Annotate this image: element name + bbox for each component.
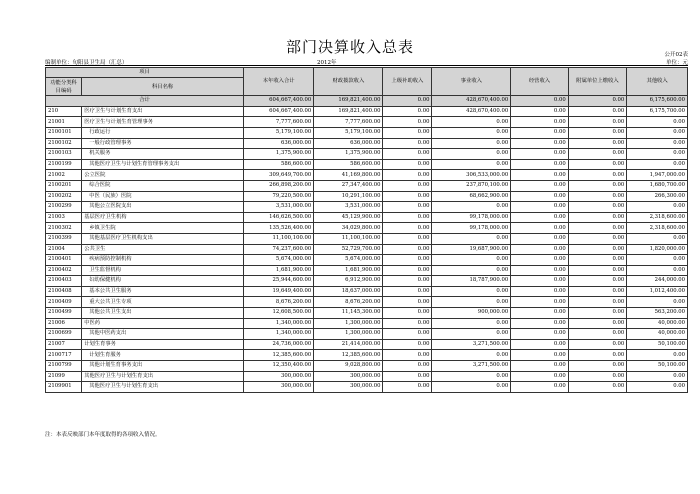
row-value: 0.00 (432, 382, 511, 393)
row-value: 0.00 (383, 117, 432, 128)
row-value: 0.00 (568, 255, 627, 266)
row-value: 5,179,100.00 (314, 127, 383, 138)
row-value: 0.00 (511, 339, 568, 350)
row-value: 0.00 (511, 127, 568, 138)
row-value: 0.00 (383, 202, 432, 213)
meta-divider (45, 65, 688, 66)
row-code: 2100101 (46, 127, 82, 138)
row-value: 300,000.00 (314, 382, 383, 393)
row-value: 0.00 (627, 233, 688, 244)
header-col-0: 本年收入合计 (244, 68, 314, 96)
row-value: 18,787,900.00 (432, 276, 511, 287)
row-value: 0.00 (383, 191, 432, 202)
row-name: 公立医院 (82, 170, 244, 181)
row-value: 21,414,000.00 (314, 339, 383, 350)
row-code: 21002 (46, 170, 82, 181)
row-value: 0.00 (627, 127, 688, 138)
row-value: 0.00 (511, 276, 568, 287)
row-value: 0.00 (432, 149, 511, 160)
total-row (46, 96, 688, 107)
row-name: 基层医疗卫生机构 (82, 212, 244, 223)
table-row (46, 265, 688, 276)
row-value: 6,912,900.00 (314, 276, 383, 287)
table-row (46, 212, 688, 223)
row-value: 0.00 (568, 223, 627, 234)
row-value: 50,100.00 (627, 361, 688, 372)
row-value: 428,670,400.00 (432, 106, 511, 117)
row-name: 公共卫生 (82, 244, 244, 255)
total-value: 604,667,400.00 (244, 96, 314, 107)
header-col-6: 其他收入 (627, 68, 688, 96)
row-value: 0.00 (511, 286, 568, 297)
row-value: 3,271,500.00 (432, 361, 511, 372)
row-value: 604,667,400.00 (244, 106, 314, 117)
row-value: 0.00 (383, 212, 432, 223)
row-code: 21007 (46, 339, 82, 350)
row-value: 0.00 (568, 170, 627, 181)
row-value: 0.00 (511, 202, 568, 213)
row-value: 0.00 (627, 350, 688, 361)
row-value: 0.00 (627, 265, 688, 276)
row-value: 0.00 (568, 265, 627, 276)
row-value: 0.00 (627, 297, 688, 308)
row-name: 妇幼保健机构 (82, 276, 244, 287)
row-value: 0.00 (432, 202, 511, 213)
row-value: 0.00 (568, 339, 627, 350)
row-value: 1,820,000.00 (627, 244, 688, 255)
row-value: 0.00 (627, 255, 688, 266)
row-value: 900,000.00 (432, 308, 511, 319)
revenue-table (45, 67, 688, 393)
total-label: 合计 (46, 96, 244, 107)
row-value: 0.00 (568, 202, 627, 213)
row-code: 21004 (46, 244, 82, 255)
row-value: 24,736,000.00 (244, 339, 314, 350)
row-value: 1,375,900.00 (244, 149, 314, 160)
row-code: 21001 (46, 117, 82, 128)
row-value: 11,100,100.00 (244, 233, 314, 244)
table-row (46, 180, 688, 191)
row-value: 0.00 (383, 106, 432, 117)
table-row (46, 371, 688, 382)
row-value: 0.00 (511, 149, 568, 160)
row-value: 636,000.00 (314, 138, 383, 149)
row-value: 135,526,400.00 (244, 223, 314, 234)
row-value: 3,271,500.00 (432, 339, 511, 350)
row-value: 0.00 (432, 233, 511, 244)
row-value: 237,870,100.00 (432, 180, 511, 191)
table-row (46, 138, 688, 149)
row-value: 5,674,000.00 (244, 255, 314, 266)
row-value: 0.00 (432, 318, 511, 329)
row-value: 0.00 (627, 371, 688, 382)
row-value: 0.00 (432, 117, 511, 128)
row-value: 3,531,000.00 (314, 202, 383, 213)
row-value: 25,944,600.00 (244, 276, 314, 287)
row-value: 1,681,900.00 (244, 265, 314, 276)
row-name: 医疗卫生与计划生育支出 (82, 106, 244, 117)
row-value: 0.00 (511, 180, 568, 191)
row-name: 综合医院 (82, 180, 244, 191)
row-code: 2100408 (46, 286, 82, 297)
row-value: 0.00 (568, 318, 627, 329)
row-value: 1,947,000.00 (627, 170, 688, 181)
row-value: 7,777,600.00 (244, 117, 314, 128)
row-value: 19,649,400.00 (244, 286, 314, 297)
row-value: 0.00 (432, 159, 511, 170)
row-value: 74,237,600.00 (244, 244, 314, 255)
row-name: 机关服务 (82, 149, 244, 160)
row-value: 9,028,800.00 (314, 361, 383, 372)
footnote: 注：本表反映部门本年度取得的各项收入情况。 (45, 432, 161, 438)
row-code: 2100717 (46, 350, 82, 361)
table-row (46, 297, 688, 308)
row-value: 0.00 (568, 180, 627, 191)
row-name: 疾病预防控制机构 (82, 255, 244, 266)
row-value: 0.00 (511, 371, 568, 382)
row-code: 210 (46, 106, 82, 117)
row-value: 0.00 (383, 308, 432, 319)
row-name: 中医（民族）医院 (82, 191, 244, 202)
row-value: 45,129,900.00 (314, 212, 383, 223)
row-code: 21099 (46, 371, 82, 382)
table-row (46, 350, 688, 361)
row-name: 其他医疗卫生与计划生育管理事务支出 (82, 159, 244, 170)
row-name: 重大公共卫生专项 (82, 297, 244, 308)
row-value: 0.00 (511, 382, 568, 393)
row-value: 0.00 (432, 297, 511, 308)
row-code: 2100202 (46, 191, 82, 202)
row-value: 586,600.00 (244, 159, 314, 170)
row-value: 300,000.00 (244, 382, 314, 393)
row-value: 0.00 (432, 138, 511, 149)
row-value: 99,178,000.00 (432, 223, 511, 234)
table-row (46, 339, 688, 350)
row-name: 其他计划生育事务支出 (82, 361, 244, 372)
row-value: 0.00 (511, 223, 568, 234)
row-value: 0.00 (627, 117, 688, 128)
row-value: 7,777,600.00 (314, 117, 383, 128)
row-name: 其他公共卫生支出 (82, 308, 244, 319)
row-value: 169,821,400.00 (314, 106, 383, 117)
row-code: 2100499 (46, 308, 82, 319)
row-value: 306,533,000.00 (432, 170, 511, 181)
row-value: 0.00 (627, 202, 688, 213)
row-value: 1,012,400.00 (627, 286, 688, 297)
row-value: 6,175,700.00 (627, 106, 688, 117)
row-value: 0.00 (432, 329, 511, 340)
row-value: 5,179,100.00 (244, 127, 314, 138)
row-value: 0.00 (383, 233, 432, 244)
row-value: 563,200.00 (627, 308, 688, 319)
row-value: 0.00 (383, 127, 432, 138)
table-row (46, 233, 688, 244)
table-row (46, 106, 688, 117)
row-value: 0.00 (568, 361, 627, 372)
header-col-4: 经营收入 (511, 68, 568, 96)
row-value: 0.00 (511, 106, 568, 117)
row-value: 0.00 (383, 361, 432, 372)
row-value: 300,000.00 (244, 371, 314, 382)
org-label: 编制单位：旬阳县卫生局（汇总） (45, 60, 128, 66)
table-row (46, 361, 688, 372)
row-value: 0.00 (568, 297, 627, 308)
row-code: 2100409 (46, 297, 82, 308)
row-value: 0.00 (568, 286, 627, 297)
row-value: 0.00 (432, 127, 511, 138)
table-row (46, 117, 688, 128)
row-value: 0.00 (383, 297, 432, 308)
row-value: 586,600.00 (314, 159, 383, 170)
row-value: 0.00 (568, 212, 627, 223)
row-value: 99,178,000.00 (432, 212, 511, 223)
row-value: 2,318,600.00 (627, 212, 688, 223)
row-value: 11,145,300.00 (314, 308, 383, 319)
row-value: 266,898,200.00 (244, 180, 314, 191)
row-value: 0.00 (383, 265, 432, 276)
row-value: 244,000.00 (627, 276, 688, 287)
row-name: 行政运行 (82, 127, 244, 138)
row-value: 0.00 (511, 170, 568, 181)
row-value: 12,385,600.00 (244, 350, 314, 361)
row-value: 1,681,900.00 (314, 265, 383, 276)
row-value: 0.00 (568, 350, 627, 361)
header-project: 项目 (46, 68, 244, 78)
total-value: 6,175,600.00 (627, 96, 688, 107)
row-value: 8,676,200.00 (244, 297, 314, 308)
table-row (46, 170, 688, 181)
row-value: 0.00 (568, 127, 627, 138)
row-code: 2100102 (46, 138, 82, 149)
row-value: 0.00 (511, 117, 568, 128)
row-value: 5,674,000.00 (314, 255, 383, 266)
row-value: 0.00 (568, 276, 627, 287)
row-value: 0.00 (568, 371, 627, 382)
row-value: 0.00 (568, 233, 627, 244)
row-value: 636,000.00 (244, 138, 314, 149)
row-value: 0.00 (383, 255, 432, 266)
row-code: 21006 (46, 318, 82, 329)
row-name: 卫生监督机构 (82, 265, 244, 276)
row-name: 其他公立医院支出 (82, 202, 244, 213)
row-value: 0.00 (511, 350, 568, 361)
row-name: 其他基层医疗卫生机构支出 (82, 233, 244, 244)
row-value: 0.00 (432, 350, 511, 361)
row-value: 0.00 (568, 191, 627, 202)
table-row (46, 286, 688, 297)
row-value: 1,680,700.00 (627, 180, 688, 191)
row-value: 0.00 (511, 138, 568, 149)
total-value: 0.00 (383, 96, 432, 107)
row-value: 0.00 (511, 244, 568, 255)
row-value: 0.00 (383, 180, 432, 191)
row-value: 1,300,000.00 (314, 318, 383, 329)
row-value: 0.00 (627, 382, 688, 393)
row-value: 0.00 (511, 329, 568, 340)
row-value: 0.00 (432, 265, 511, 276)
header-col-1: 财政拨款收入 (314, 68, 383, 96)
row-value: 0.00 (568, 159, 627, 170)
row-name: 中医药 (82, 318, 244, 329)
row-code: 2100103 (46, 149, 82, 160)
table-row (46, 159, 688, 170)
header-col-5: 附属单位上缴收入 (568, 68, 627, 96)
row-name: 医疗卫生与计划生育管理事务 (82, 117, 244, 128)
row-value: 79,220,500.00 (244, 191, 314, 202)
row-value: 1,375,900.00 (314, 149, 383, 160)
row-value: 40,000.00 (627, 318, 688, 329)
table-body (46, 96, 688, 393)
total-value: 428,670,400.00 (432, 96, 511, 107)
row-code: 2109901 (46, 382, 82, 393)
row-value: 0.00 (627, 149, 688, 160)
row-value: 0.00 (383, 350, 432, 361)
table-row (46, 276, 688, 287)
row-value: 41,169,800.00 (314, 170, 383, 181)
row-value: 0.00 (568, 106, 627, 117)
total-value: 0.00 (511, 96, 568, 107)
row-value: 0.00 (383, 223, 432, 234)
row-name: 乡镇卫生院 (82, 223, 244, 234)
page-title: 部门决算收入总表 (285, 38, 414, 56)
table-row (46, 382, 688, 393)
row-code: 2100403 (46, 276, 82, 287)
row-name: 其他中医药支出 (82, 329, 244, 340)
row-code: 2100299 (46, 202, 82, 213)
row-code: 2100799 (46, 361, 82, 372)
row-value: 8,676,200.00 (314, 297, 383, 308)
row-value: 0.00 (432, 255, 511, 266)
row-value: 0.00 (383, 382, 432, 393)
form-number: 公开02表 (664, 52, 688, 58)
table-row (46, 318, 688, 329)
row-value: 1,300,000.00 (314, 329, 383, 340)
row-value: 1,340,000.00 (244, 318, 314, 329)
row-code: 2100402 (46, 265, 82, 276)
row-value: 12,350,400.00 (244, 361, 314, 372)
table-row (46, 149, 688, 160)
row-value: 0.00 (511, 265, 568, 276)
row-name: 基本公共卫生服务 (82, 286, 244, 297)
row-value: 300,000.00 (314, 371, 383, 382)
row-value: 0.00 (511, 361, 568, 372)
row-value: 0.00 (627, 138, 688, 149)
row-value: 27,347,400.00 (314, 180, 383, 191)
table-row (46, 223, 688, 234)
row-value: 34,029,800.00 (314, 223, 383, 234)
row-value: 0.00 (383, 318, 432, 329)
row-code: 2100199 (46, 159, 82, 170)
row-value: 0.00 (511, 212, 568, 223)
row-value: 309,649,700.00 (244, 170, 314, 181)
row-name: 一般行政管理事务 (82, 138, 244, 149)
row-value: 0.00 (511, 233, 568, 244)
header-code: 功能分类科目编码 (46, 78, 82, 96)
row-code: 2100401 (46, 255, 82, 266)
row-value: 0.00 (383, 244, 432, 255)
row-name: 其他医疗卫生与计划生育支出 (82, 382, 244, 393)
table-row (46, 329, 688, 340)
row-name: 其他医疗卫生与计划生育支出 (82, 371, 244, 382)
row-value: 0.00 (383, 138, 432, 149)
row-value: 12,385,600.00 (314, 350, 383, 361)
row-value: 0.00 (568, 329, 627, 340)
row-name: 计划生育服务 (82, 350, 244, 361)
row-code: 2100399 (46, 233, 82, 244)
table-row (46, 244, 688, 255)
row-value: 68,662,900.00 (432, 191, 511, 202)
row-code: 2100201 (46, 180, 82, 191)
row-value: 12,608,500.00 (244, 308, 314, 319)
row-value: 0.00 (511, 159, 568, 170)
row-value: 50,100.00 (627, 339, 688, 350)
row-name: 计划生育事务 (82, 339, 244, 350)
row-value: 19,687,900.00 (432, 244, 511, 255)
row-value: 0.00 (568, 382, 627, 393)
table-row (46, 308, 688, 319)
row-value: 2,318,600.00 (627, 223, 688, 234)
row-value: 11,100,100.00 (314, 233, 383, 244)
row-value: 0.00 (383, 329, 432, 340)
row-value: 0.00 (383, 371, 432, 382)
row-value: 0.00 (383, 339, 432, 350)
row-value: 0.00 (383, 276, 432, 287)
row-value: 0.00 (383, 159, 432, 170)
row-value: 0.00 (568, 308, 627, 319)
row-value: 3,531,000.00 (244, 202, 314, 213)
row-value: 52,729,700.00 (314, 244, 383, 255)
table-row (46, 127, 688, 138)
header-col-2: 上级补助收入 (383, 68, 432, 96)
row-code: 21003 (46, 212, 82, 223)
row-value: 0.00 (568, 138, 627, 149)
row-value: 0.00 (383, 149, 432, 160)
row-code: 2100699 (46, 329, 82, 340)
row-value: 0.00 (432, 286, 511, 297)
row-value: 0.00 (568, 244, 627, 255)
row-value: 0.00 (511, 308, 568, 319)
row-value: 10,291,100.00 (314, 191, 383, 202)
row-value: 0.00 (568, 149, 627, 160)
row-value: 0.00 (511, 297, 568, 308)
header-name: 科目名称 (82, 78, 244, 96)
header-col-3: 事业收入 (432, 68, 511, 96)
unit-label: 单位：元 (665, 60, 688, 66)
table-row (46, 255, 688, 266)
row-value: 0.00 (511, 191, 568, 202)
row-value: 0.00 (383, 286, 432, 297)
row-value: 0.00 (568, 117, 627, 128)
row-value: 40,000.00 (627, 329, 688, 340)
row-value: 0.00 (511, 318, 568, 329)
row-code: 2100302 (46, 223, 82, 234)
year-label: 2012年 (317, 60, 337, 66)
row-value: 0.00 (511, 255, 568, 266)
total-value: 169,821,400.00 (314, 96, 383, 107)
row-value: 0.00 (383, 170, 432, 181)
row-value: 1,340,000.00 (244, 329, 314, 340)
row-value: 18,637,000.00 (314, 286, 383, 297)
table-row (46, 202, 688, 213)
row-value: 146,626,500.00 (244, 212, 314, 223)
row-value: 0.00 (627, 159, 688, 170)
row-value: 0.00 (432, 371, 511, 382)
table-row (46, 191, 688, 202)
row-value: 266,300.00 (627, 191, 688, 202)
total-value: 0.00 (568, 96, 627, 107)
